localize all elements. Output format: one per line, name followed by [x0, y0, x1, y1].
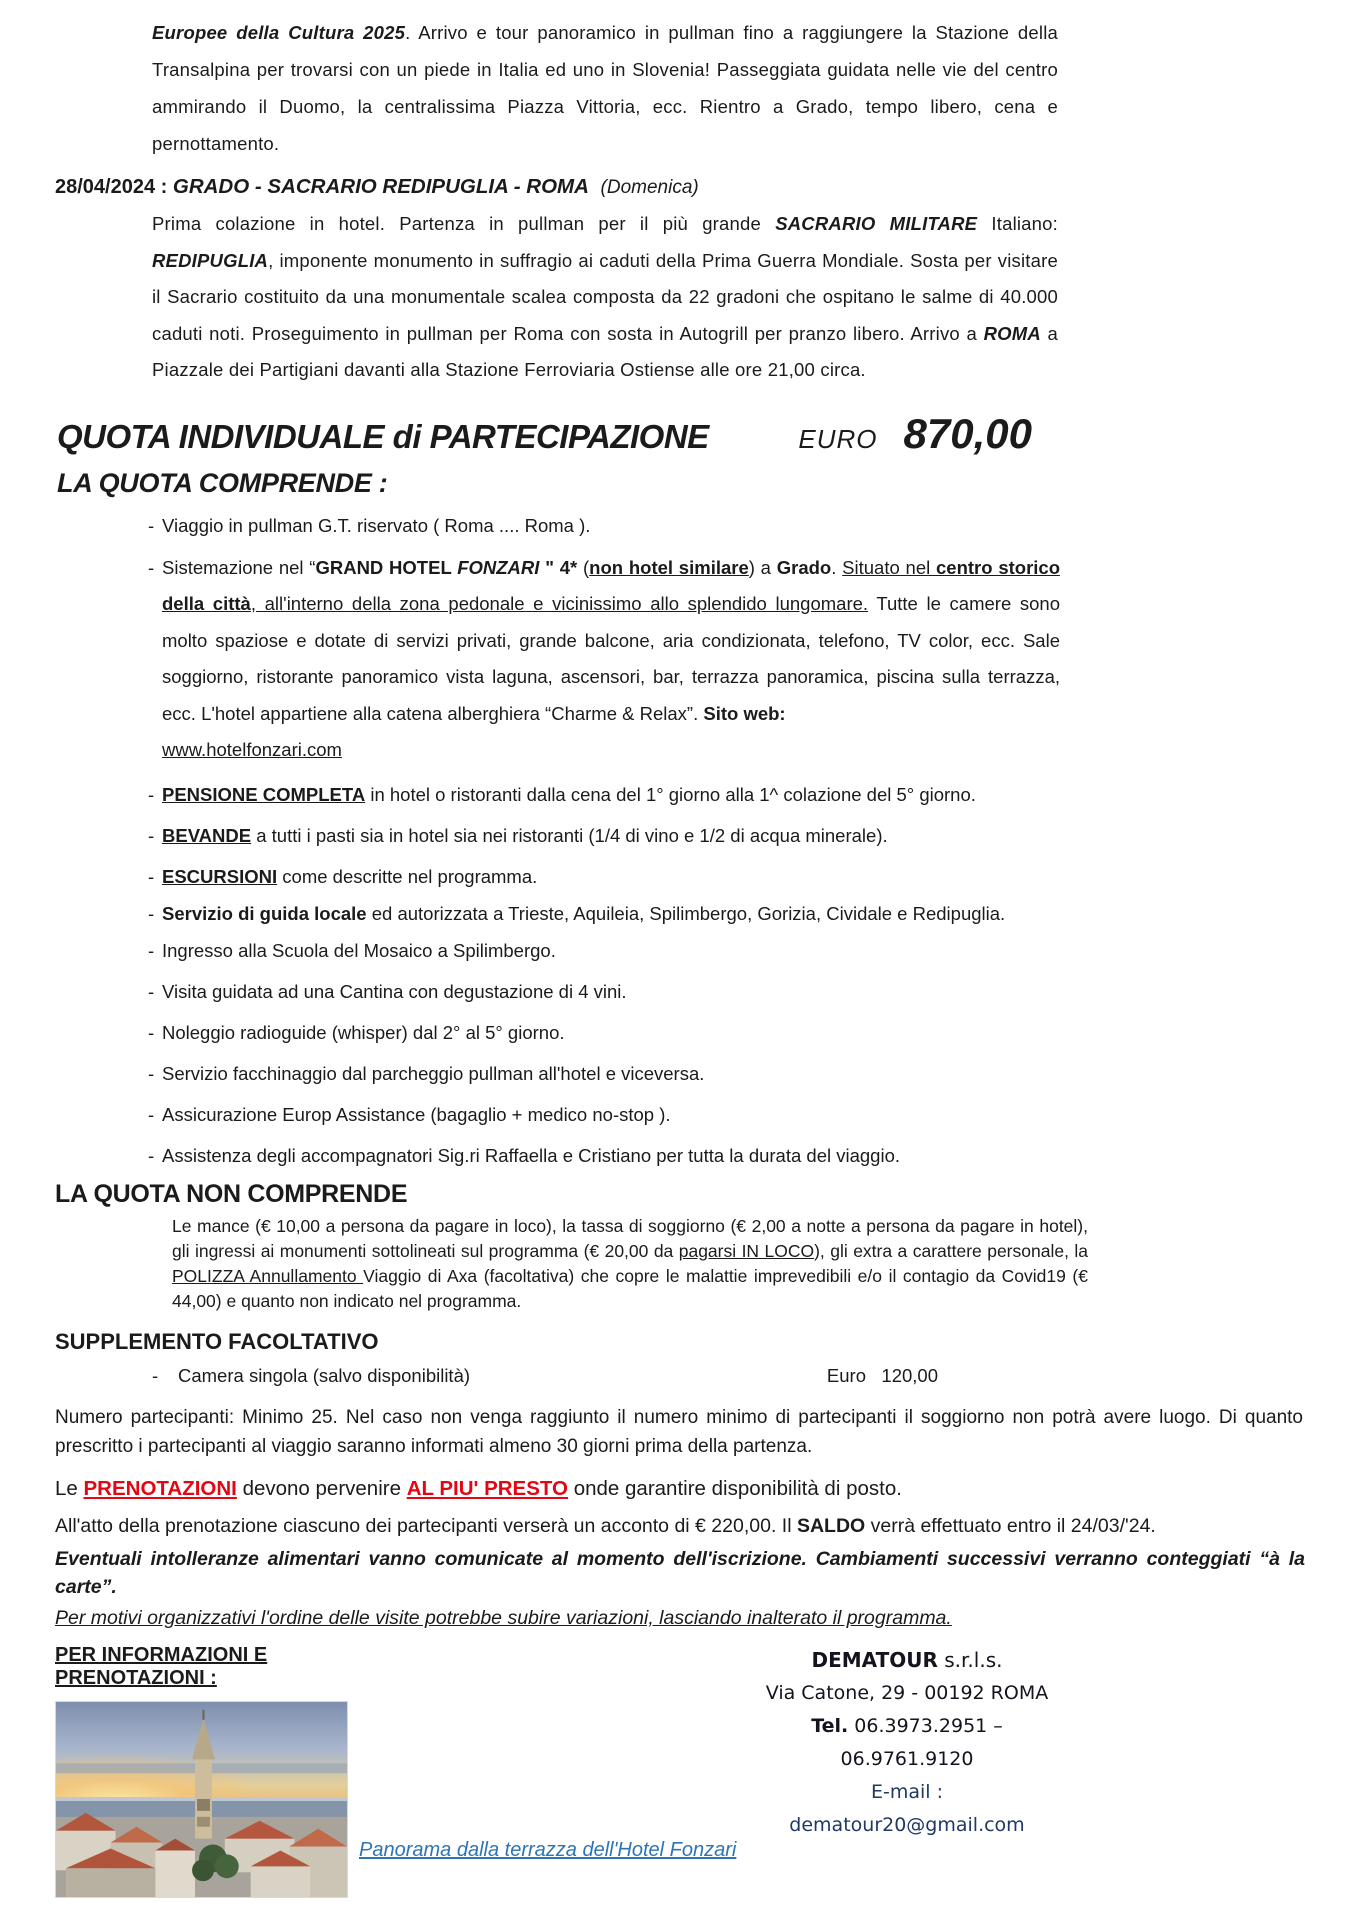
bullet-dash: -: [152, 1364, 159, 1386]
bullet-dash: -: [148, 1103, 155, 1125]
text-run: verrà effettuato entro il 24/03/'24.: [865, 1514, 1156, 1537]
email-label: E-mail :: [870, 1780, 943, 1803]
text-run: Italiano:: [977, 213, 1058, 234]
polizza-annullamento-run: POLIZZA Annullamento: [172, 1265, 364, 1286]
day-weekday: (Domenica): [600, 177, 699, 198]
text-run: a tutti i pasti sia in hotel sia nei ristoranti (1/4 di vino e 1/2 di acqua minerale).: [251, 824, 888, 846]
list-item: [148, 823, 1060, 848]
hotel-name-italic-run: FONZARI: [457, 556, 540, 578]
list-item-hotel: [148, 550, 1060, 769]
list-item: [148, 864, 1060, 889]
text-run: onde garantire disponibilità di posto.: [568, 1476, 902, 1500]
caption-column: [351, 1644, 757, 1898]
email-link[interactable]: dematour20@gmail.com: [789, 1813, 1025, 1836]
guida-locale-run: Servizio di guida locale: [162, 902, 367, 924]
al-piu-presto-run: AL PIU' PRESTO: [406, 1476, 569, 1500]
bullet-dash: -: [148, 902, 155, 924]
text-run: a Piazzale dei Partigiani davanti alla Stazione Ferroviaria Ostiense alle ore 21,00 circa.: [152, 322, 1058, 380]
hotel-stars-run: " 4*: [539, 556, 578, 578]
price-amount: 870,00: [903, 409, 1032, 457]
footer-left-column: [55, 1644, 351, 1898]
photo-caption-link[interactable]: Panorama dalla terrazza dell'Hotel Fonzari: [359, 1838, 737, 1861]
supplement-amount: 120,00: [881, 1364, 938, 1386]
text-run: . Arrivo e tour panoramico in pullman fino a raggiungere la Stazione della Transalpina per trovarsi con un piede in Italia ed uno in Slovenia! Passeggiata guidata nelle vie del centro ammirando il Duomo, la centralissima Piazza Vittoria, ecc. Rientro a Grado, tempo libero, cena e pernottamento.: [152, 22, 1058, 154]
day-heading: [55, 175, 1357, 199]
text-run: Le: [55, 1476, 84, 1500]
supplement-title: SUPPLEMENTO FACOLTATIVO: [55, 1328, 379, 1354]
deposit-paragraph: [55, 1512, 1305, 1540]
list-item: [148, 901, 1060, 926]
text-run: in hotel o ristoranti dalla cena del 1° giorno alla 1^ colazione del 5° giorno.: [365, 783, 976, 805]
bullet-dash: -: [148, 939, 155, 961]
company-email-line: [757, 1776, 1057, 1842]
text-run: All'atto della prenotazione ciascuno dei partecipanti verserà un acconto di € 220,00. Il: [55, 1514, 797, 1537]
participants-paragraph: Numero partecipanti: Minimo 25. Nel caso non venga raggiunto il numero minimo di partecipanti il soggiorno non potrà avere luogo. Di quanto prescritto i partecipanti al viaggio saranno informati almeno 30 giorni prima della partenza.: [55, 1406, 1303, 1457]
company-address: Via Catone, 29 - 00192 ROMA: [765, 1681, 1049, 1704]
list-item: [148, 938, 1060, 963]
hotel-name-run: GRAND HOTEL: [315, 556, 458, 578]
supplement-price: [827, 1363, 938, 1388]
bullet-dash: -: [148, 556, 155, 578]
company-suffix: s.r.l.s.: [937, 1647, 1003, 1672]
info-heading: PER INFORMAZIONI E PRENOTAZIONI :: [55, 1643, 268, 1689]
escursioni-run: ESCURSIONI: [162, 865, 278, 887]
text-run: Le mance (€ 10,00 a persona da pagare in loco), la tassa di soggiorno (€ 2,00 a notte a persona da pagare in hotel), gli ingressi ai monumenti sottolineati sul programma (€ 20,00 da: [172, 1215, 1088, 1261]
hotel-website-link[interactable]: www.hotelfonzari.com: [162, 739, 342, 760]
item-text: Visita guidata ad una Cantina con degustazione di 4 vini.: [162, 980, 627, 1002]
non-hotel-similare-run: non hotel similare: [589, 556, 749, 578]
sito-web-label: Sito web:: [703, 702, 786, 724]
text-run: , all'interno della zona pedonale e vicinissimo allo splendido lungomare.: [250, 593, 869, 614]
bullet-dash: -: [148, 1021, 155, 1043]
text-run: (: [577, 556, 590, 578]
tel-numbers: 06.3973.2951 – 06.9761.9120: [840, 1714, 1003, 1770]
item-text: Viaggio in pullman G.T. riservato ( Roma .... Roma ).: [162, 514, 591, 536]
company-phone-line: [757, 1710, 1057, 1776]
includes-title: LA QUOTA COMPRENDE :: [57, 467, 388, 498]
list-item: [148, 1061, 1060, 1086]
item-text: Noleggio radioguide (whisper) dal 2° al 5° giorno.: [162, 1021, 565, 1043]
text-run: ) a: [748, 556, 777, 578]
bullet-dash: -: [148, 1144, 155, 1166]
text-run: .: [831, 556, 843, 578]
contact-block: [757, 1644, 1057, 1898]
day-paragraph: [152, 206, 1058, 389]
item-text: Assistenza degli accompagnatori Sig.ri Raffaella e Cristiano per tutta la durata del viaggio.: [162, 1144, 901, 1166]
list-item: [148, 979, 1060, 1004]
company-line: [757, 1644, 1057, 1677]
not-included-title: LA QUOTA NON COMPRENDE: [55, 1179, 408, 1208]
redipuglia-run: REDIPUGLIA: [152, 249, 269, 271]
bullet-dash: -: [148, 514, 155, 536]
bevande-run: BEVANDE: [162, 824, 252, 846]
price-currency: EURO: [798, 423, 878, 454]
list-item: [148, 1102, 1060, 1127]
list-item: [148, 1143, 1060, 1168]
supplement-currency: Euro: [826, 1364, 866, 1386]
list-item: [148, 1020, 1060, 1045]
pagarsi-in-loco-run: pagarsi IN LOCO: [678, 1240, 815, 1261]
bullet-dash: -: [148, 865, 155, 887]
item-text: Servizio facchinaggio dal parcheggio pullman all'hotel e viceversa.: [162, 1062, 705, 1084]
list-item: [148, 782, 1060, 807]
not-included-paragraph: [172, 1214, 1088, 1314]
grado-run: Grado: [776, 556, 832, 578]
sacrario-militare-run: SACRARIO MILITARE: [775, 213, 978, 234]
text-run: Sistemazione nel “: [162, 556, 316, 578]
prenotazioni-run: PRENOTAZIONI: [83, 1476, 237, 1500]
supplement-row: [152, 1363, 938, 1388]
bullet-dash: -: [148, 783, 155, 805]
price-title: QUOTA INDIVIDUALE di PARTECIPAZIONE: [57, 417, 709, 455]
visits-order-note: Per motivi organizzativi l'ordine delle visite potrebbe subire variazioni, lasciando inalterato il programma.: [55, 1606, 952, 1629]
day-date: 28/04/2024 :: [55, 176, 173, 198]
intro-paragraph: [152, 14, 1058, 162]
grado-sunset-illustration: [56, 1702, 347, 1897]
text-run: , imponente monumento in suffragio ai caduti della Prima Guerra Mondiale. Sosta per visitare il Sacrario costituito da una monumentale scalea composta da 22 gradoni che ospitano le salme di 40.000 caduti noti. Proseguimento in pullman per Roma con sosta in Autogrill per pranzo libero. Arrivo a: [152, 249, 1058, 344]
item-text: Ingresso alla Scuola del Mosaico a Spilimbergo.: [162, 939, 556, 961]
bullet-dash: -: [148, 1062, 155, 1084]
text-run: Tutte le camere sono molto spaziose e dotate di servizi privati, grande balcone, aria condizionata, telefono, TV color, ecc. Sale soggiorno, ristorante panoramico vista laguna, ascensori, bar, terrazza panoramica, piscina sulla terrazza, ecc. L'hotel appartiene alla catena alberghiera “Charme & Relax”.: [162, 593, 1060, 724]
price-row: [57, 410, 1032, 458]
centro-storico-run: centro storico della città: [162, 556, 1060, 614]
pensione-completa-run: PENSIONE COMPLETA: [162, 783, 366, 805]
bullet-dash: -: [148, 980, 155, 1002]
footer: [0, 1644, 1357, 1898]
intolerances-note: Eventuali intolleranze alimentari vanno comunicate al momento dell'iscrizione. Cambiamenti successivi verranno conteggiati “à la carte”.: [55, 1547, 1305, 1598]
includes-list: [148, 513, 1060, 1168]
hotel-panorama-photo: [55, 1701, 348, 1898]
item-text: Assicurazione Europ Assistance (bagaglio + medico no-stop ).: [162, 1103, 671, 1125]
roma-run: ROMA: [983, 322, 1041, 344]
text-run: ), gli extra a carattere personale, la: [814, 1240, 1088, 1261]
list-item: [148, 513, 1060, 538]
text-run: ed autorizzata a Trieste, Aquileia, Spilimbergo, Gorizia, Cividale e Redipuglia.: [366, 902, 1006, 924]
text-run: Situato nel: [842, 556, 936, 578]
text-run: Viaggio di Axa (facoltativa) che copre le malattie imprevedibili e/o il contagio da Covid19 (€ 44,00) e quanto non indicato nel programma.: [172, 1265, 1088, 1311]
saldo-run: SALDO: [796, 1514, 866, 1537]
text-run: devono pervenire: [236, 1476, 407, 1500]
booking-line: [55, 1475, 1357, 1503]
tel-label: Tel.: [811, 1714, 849, 1737]
day-route: GRADO - SACRARIO REDIPUGLIA - ROMA: [172, 175, 589, 198]
text-run: Prima colazione in hotel. Partenza in pullman per il più grande: [152, 213, 776, 234]
intro-lead: Europee della Cultura 2025: [152, 22, 406, 43]
text-run: come descritte nel programma.: [277, 865, 538, 887]
supplement-item: Camera singola (salvo disponibilità): [178, 1364, 471, 1386]
company-name: DEMATOUR: [811, 1647, 938, 1672]
bullet-dash: -: [148, 824, 155, 846]
